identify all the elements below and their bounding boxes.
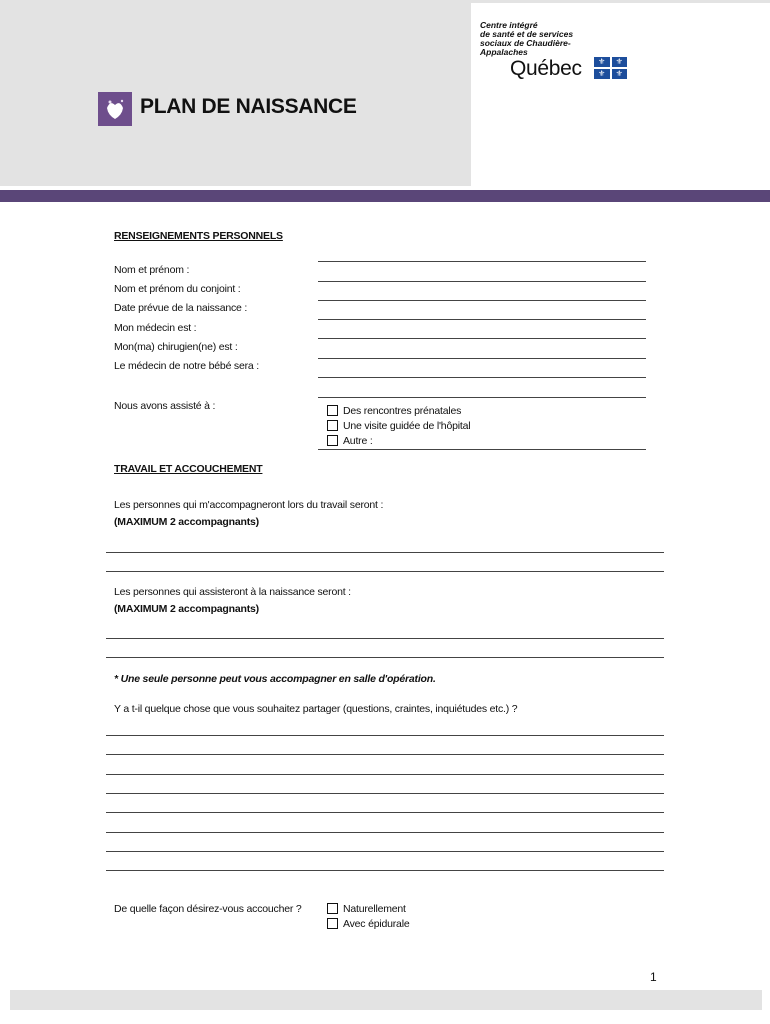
checkbox-natural[interactable] — [327, 903, 338, 914]
fleur-de-lis-icon: ⚜ — [612, 69, 628, 79]
answer-line[interactable] — [106, 657, 664, 658]
question-share: Y a t-il quelque chose que vous souhaitez partager (questions, craintes, inquiétudes etc.) ? — [114, 703, 518, 715]
answer-line[interactable] — [318, 449, 646, 450]
question-labour-companions: Les personnes qui m'accompagneront lors du travail seront : — [114, 499, 384, 511]
quebec-flag-icon — [594, 57, 627, 79]
question-delivery-method: De quelle façon désirez-vous accoucher ? — [114, 903, 302, 915]
answer-line[interactable] — [106, 774, 664, 775]
answer-line[interactable] — [106, 552, 664, 553]
answer-line[interactable] — [106, 832, 664, 833]
option-natural: Naturellement — [343, 903, 406, 915]
checkbox-other[interactable] — [327, 435, 338, 446]
option-prenatal: Des rencontres prénatales — [343, 405, 462, 417]
answer-line[interactable] — [106, 735, 664, 736]
accent-bar — [0, 190, 770, 202]
footer-bar — [10, 990, 762, 1010]
answer-line[interactable] — [318, 319, 646, 320]
org-line: Appalaches — [480, 47, 528, 57]
answer-line[interactable] — [106, 638, 664, 639]
operating-room-note: * Une seule personne peut vous accompagner en salle d'opération. — [114, 673, 436, 685]
option-other: Autre : — [343, 435, 373, 447]
answer-line[interactable] — [318, 300, 646, 301]
program-logo-icon — [98, 92, 132, 126]
answer-line[interactable] — [106, 812, 664, 813]
section-heading-personal: RENSEIGNEMENTS PERSONNELS — [114, 230, 283, 242]
checkbox-epidural[interactable] — [327, 918, 338, 929]
field-label-surgeon: Mon(ma) chirugien(ne) est : — [114, 341, 238, 353]
field-label-baby-doctor: Le médecin de notre bébé sera : — [114, 360, 259, 372]
organization-name — [480, 21, 610, 57]
answer-line[interactable] — [318, 397, 646, 398]
section-heading-labour: TRAVAIL ET ACCOUCHEMENT — [114, 463, 263, 475]
field-label-doctor: Mon médecin est : — [114, 322, 197, 334]
field-label-name: Nom et prénom : — [114, 264, 190, 276]
option-hospital-tour: Une visite guidée de l'hôpital — [343, 420, 471, 432]
answer-line[interactable] — [106, 571, 664, 572]
answer-line[interactable] — [318, 261, 646, 262]
answer-line[interactable] — [106, 793, 664, 794]
field-label-partner-name: Nom et prénom du conjoint : — [114, 283, 241, 295]
page-number: 1 — [650, 970, 657, 984]
fleur-de-lis-icon: ⚜ — [594, 57, 610, 67]
org-line: sociaux de Chaudière- — [480, 38, 571, 48]
answer-line[interactable] — [318, 358, 646, 359]
answer-line[interactable] — [318, 281, 646, 282]
checkbox-hospital-tour[interactable] — [327, 420, 338, 431]
checkbox-prenatal[interactable] — [327, 405, 338, 416]
org-line: Centre intégré — [480, 20, 538, 30]
quebec-wordmark: Québec — [510, 57, 582, 80]
fleur-de-lis-icon: ⚜ — [594, 69, 610, 79]
max-note: (MAXIMUM 2 accompagnants) — [114, 603, 259, 615]
answer-line[interactable] — [106, 870, 664, 871]
question-birth-attendees: Les personnes qui assisteront à la naissance seront : — [114, 586, 351, 598]
answer-line[interactable] — [318, 338, 646, 339]
field-label-due-date: Date prévue de la naissance : — [114, 302, 248, 314]
answer-line[interactable] — [106, 851, 664, 852]
option-epidural: Avec épidurale — [343, 918, 410, 930]
fleur-de-lis-icon: ⚜ — [612, 57, 628, 67]
answer-line[interactable] — [318, 377, 646, 378]
org-line: de santé et de services — [480, 29, 574, 39]
page-title: PLAN DE NAISSANCE — [140, 95, 357, 118]
max-note: (MAXIMUM 2 accompagnants) — [114, 516, 259, 528]
attended-label: Nous avons assisté à : — [114, 400, 216, 412]
answer-line[interactable] — [106, 754, 664, 755]
